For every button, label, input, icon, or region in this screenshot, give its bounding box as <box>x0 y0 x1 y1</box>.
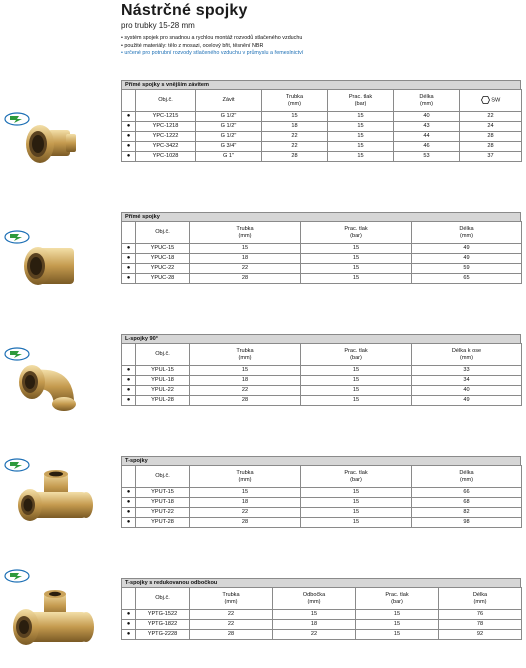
table-cell: 22 <box>190 620 273 630</box>
table-cell: 40 <box>412 386 522 396</box>
table-cell: YPTG-2228 <box>136 630 190 640</box>
table-cell: 15 <box>301 386 412 396</box>
section-tee-couplings <box>121 456 521 528</box>
table-cell: YPC-1218 <box>136 122 196 132</box>
row-bullet: ● <box>122 264 136 274</box>
feature-item: • určené pro potrubní rozvody stlačeného vzduchu v průmyslu a řemeslnictví <box>121 50 304 57</box>
column-header: Délka (mm) <box>412 222 522 244</box>
table-cell: 22 <box>262 132 328 142</box>
table-cell: YPC-3422 <box>136 142 196 152</box>
table-cell: 15 <box>301 508 412 518</box>
row-bullet: ● <box>122 620 136 630</box>
feature-item: • použité materiály: tělo z mosazi, ocelový břit, těsnění NBR <box>121 42 264 49</box>
table-row <box>122 152 522 162</box>
column-header: Trubka (mm) <box>190 222 301 244</box>
table-cell: 49 <box>412 396 522 406</box>
table-row <box>122 112 522 122</box>
table-cell: 18 <box>262 122 328 132</box>
column-header: Obj.č. <box>136 588 190 610</box>
table-cell: 15 <box>328 142 394 152</box>
page-subtitle: pro trubky 15-28 mm <box>121 21 195 30</box>
table-cell: 53 <box>394 152 460 162</box>
row-bullet: ● <box>122 132 136 142</box>
table-cell: 15 <box>328 132 394 142</box>
table-row <box>122 508 522 518</box>
table-cell: 37 <box>460 152 522 162</box>
table-cell: YPUC-15 <box>136 244 190 254</box>
row-bullet: ● <box>122 254 136 264</box>
table-cell: YPUL-18 <box>136 376 190 386</box>
table-cell: 15 <box>301 366 412 376</box>
table-row <box>122 244 522 254</box>
table-cell: G 3/4" <box>196 142 262 152</box>
hexagon-icon <box>481 96 490 104</box>
table-cell: YPUC-28 <box>136 274 190 284</box>
page-title: Nástrčné spojky <box>121 2 248 19</box>
column-header <box>122 222 136 244</box>
row-bullet: ● <box>122 498 136 508</box>
column-header: Délka (mm) <box>394 90 460 112</box>
table-cell: 28 <box>190 518 301 528</box>
column-header: Obj.č. <box>136 90 196 112</box>
table-cell: 18 <box>273 620 356 630</box>
feature-list <box>121 35 521 58</box>
product-table <box>121 587 522 640</box>
column-header <box>122 344 136 366</box>
row-bullet: ● <box>122 610 136 620</box>
table-cell: 15 <box>301 498 412 508</box>
table-row <box>122 254 522 264</box>
column-header: Délka k ose (mm) <box>412 344 522 366</box>
table-cell: 22 <box>273 630 356 640</box>
table-cell: 15 <box>328 112 394 122</box>
brand-logo <box>4 569 30 583</box>
table-cell: 18 <box>190 498 301 508</box>
section-title: L-spojky 90° <box>121 334 521 343</box>
table-cell: 15 <box>328 122 394 132</box>
row-bullet: ● <box>122 518 136 528</box>
product-table <box>121 221 522 284</box>
column-header: Prac. tlak (bar) <box>301 466 412 488</box>
row-bullet: ● <box>122 396 136 406</box>
row-bullet: ● <box>122 142 136 152</box>
table-row <box>122 264 522 274</box>
row-bullet: ● <box>122 244 136 254</box>
table-cell: 22 <box>190 508 301 518</box>
table-cell: 28 <box>262 152 328 162</box>
table-cell: 15 <box>190 366 301 376</box>
product-table <box>121 343 522 406</box>
table-body <box>122 112 522 162</box>
table-cell: 15 <box>328 152 394 162</box>
table-row <box>122 498 522 508</box>
table-cell: 28 <box>460 142 522 152</box>
section-title: T-spojky <box>121 456 521 465</box>
row-bullet: ● <box>122 508 136 518</box>
table-cell: 43 <box>394 122 460 132</box>
table-body <box>122 366 522 406</box>
row-bullet: ● <box>122 386 136 396</box>
table-cell: 82 <box>412 508 522 518</box>
table-cell: 15 <box>273 610 356 620</box>
table-cell: 15 <box>301 274 412 284</box>
section-title: Přímé spojky s vnějším závitem <box>121 80 521 89</box>
table-cell: 98 <box>412 518 522 528</box>
table-cell: YPUL-28 <box>136 396 190 406</box>
table-cell: 24 <box>460 122 522 132</box>
table-cell: YPC-1222 <box>136 132 196 142</box>
table-row <box>122 122 522 132</box>
column-header: Délka (mm) <box>412 466 522 488</box>
table-cell: 15 <box>190 488 301 498</box>
table-cell: YPUT-15 <box>136 488 190 498</box>
column-header: Prac. tlak (bar) <box>301 344 412 366</box>
table-cell: 28 <box>190 274 301 284</box>
table-cell: 15 <box>301 518 412 528</box>
row-bullet: ● <box>122 630 136 640</box>
table-cell: 46 <box>394 142 460 152</box>
table-cell: 18 <box>190 254 301 264</box>
table-cell: 15 <box>356 630 439 640</box>
table-cell: 44 <box>394 132 460 142</box>
feature-item: • systém spojek pro snadnou a rychlou montáž rozvodů stlačeného vzduchu <box>121 35 303 41</box>
table-cell: YPUL-15 <box>136 366 190 376</box>
table-cell: 15 <box>190 244 301 254</box>
table-cell: 49 <box>412 244 522 254</box>
row-bullet: ● <box>122 366 136 376</box>
section-title: Přímé spojky <box>121 212 521 221</box>
product-table <box>121 465 522 528</box>
column-header: SW <box>460 90 522 112</box>
table-cell: 40 <box>394 112 460 122</box>
column-header <box>122 90 136 112</box>
table-cell: 15 <box>356 620 439 630</box>
table-cell: 22 <box>262 142 328 152</box>
column-header: Délka (mm) <box>439 588 522 610</box>
table-row <box>122 610 522 620</box>
table-cell: 28 <box>460 132 522 142</box>
table-cell: 22 <box>190 264 301 274</box>
elbow-90-fitting-image <box>14 360 82 416</box>
section-elbow-couplings <box>121 334 521 406</box>
section-straight-couplings <box>121 212 521 284</box>
row-bullet: ● <box>122 488 136 498</box>
row-bullet: ● <box>122 112 136 122</box>
table-cell: 15 <box>301 254 412 264</box>
table-row <box>122 376 522 386</box>
table-cell: G 1/2" <box>196 112 262 122</box>
table-cell: YPTG-1822 <box>136 620 190 630</box>
column-header: Obj.č. <box>136 222 190 244</box>
table-row <box>122 518 522 528</box>
table-cell: YPUT-28 <box>136 518 190 528</box>
table-row <box>122 396 522 406</box>
column-header: Trubka (mm) <box>190 588 273 610</box>
table-body <box>122 610 522 640</box>
table-cell: 15 <box>301 488 412 498</box>
column-header: Trubka (mm) <box>262 90 328 112</box>
table-row <box>122 142 522 152</box>
section-title: T-spojky s redukovanou odbočkou <box>121 578 521 587</box>
table-cell: 15 <box>301 376 412 386</box>
brand-logo <box>4 347 30 361</box>
table-cell: 15 <box>262 112 328 122</box>
column-header: Obj.č. <box>136 466 190 488</box>
table-cell: G 1" <box>196 152 262 162</box>
tee-fitting-image <box>14 468 98 528</box>
column-header <box>122 466 136 488</box>
straight-male-thread-fitting-image <box>18 118 80 170</box>
column-header: Obj.č. <box>136 344 190 366</box>
table-cell: 15 <box>301 244 412 254</box>
table-body <box>122 244 522 284</box>
table-cell: 22 <box>460 112 522 122</box>
column-header: Závit <box>196 90 262 112</box>
column-header: Odbočka (mm) <box>273 588 356 610</box>
table-cell: G 1/2" <box>196 132 262 142</box>
table-cell: YPC-1215 <box>136 112 196 122</box>
table-cell: 49 <box>412 254 522 264</box>
reducing-tee-fitting-image <box>10 588 96 654</box>
table-cell: 15 <box>301 396 412 406</box>
table-cell: YPUT-18 <box>136 498 190 508</box>
table-cell: 68 <box>412 498 522 508</box>
table-cell: 15 <box>356 610 439 620</box>
product-table <box>121 89 522 162</box>
table-cell: 28 <box>190 396 301 406</box>
table-cell: 76 <box>439 610 522 620</box>
table-row <box>122 366 522 376</box>
table-cell: YPC-1028 <box>136 152 196 162</box>
row-bullet: ● <box>122 152 136 162</box>
table-cell: YPTG-1522 <box>136 610 190 620</box>
table-cell: 59 <box>412 264 522 274</box>
table-cell: YPUC-18 <box>136 254 190 264</box>
straight-coupling-image <box>16 240 82 292</box>
column-header: Prac. tlak (bar) <box>328 90 394 112</box>
table-cell: 18 <box>190 376 301 386</box>
table-cell: 22 <box>190 386 301 396</box>
table-cell: 92 <box>439 630 522 640</box>
table-row <box>122 274 522 284</box>
table-cell: 78 <box>439 620 522 630</box>
row-bullet: ● <box>122 274 136 284</box>
table-cell: 65 <box>412 274 522 284</box>
table-cell: 28 <box>190 630 273 640</box>
table-cell: YPUC-22 <box>136 264 190 274</box>
table-cell: G 1/2" <box>196 122 262 132</box>
table-row <box>122 488 522 498</box>
table-cell: YPUT-22 <box>136 508 190 518</box>
row-bullet: ● <box>122 376 136 386</box>
table-cell: 15 <box>301 264 412 274</box>
column-header: Prac. tlak (bar) <box>301 222 412 244</box>
page-header <box>121 2 521 58</box>
table-cell: 33 <box>412 366 522 376</box>
table-row <box>122 386 522 396</box>
table-cell: 34 <box>412 376 522 386</box>
column-header: Prac. tlak (bar) <box>356 588 439 610</box>
table-cell: 22 <box>190 610 273 620</box>
table-row <box>122 620 522 630</box>
column-header <box>122 588 136 610</box>
column-header: Trubka (mm) <box>190 344 301 366</box>
section-male-thread-couplings <box>121 80 521 162</box>
table-row <box>122 630 522 640</box>
column-header: Trubka (mm) <box>190 466 301 488</box>
table-row <box>122 132 522 142</box>
table-cell: 66 <box>412 488 522 498</box>
table-cell: YPUL-22 <box>136 386 190 396</box>
table-body <box>122 488 522 528</box>
section-reducing-tee-couplings <box>121 578 521 640</box>
row-bullet: ● <box>122 122 136 132</box>
